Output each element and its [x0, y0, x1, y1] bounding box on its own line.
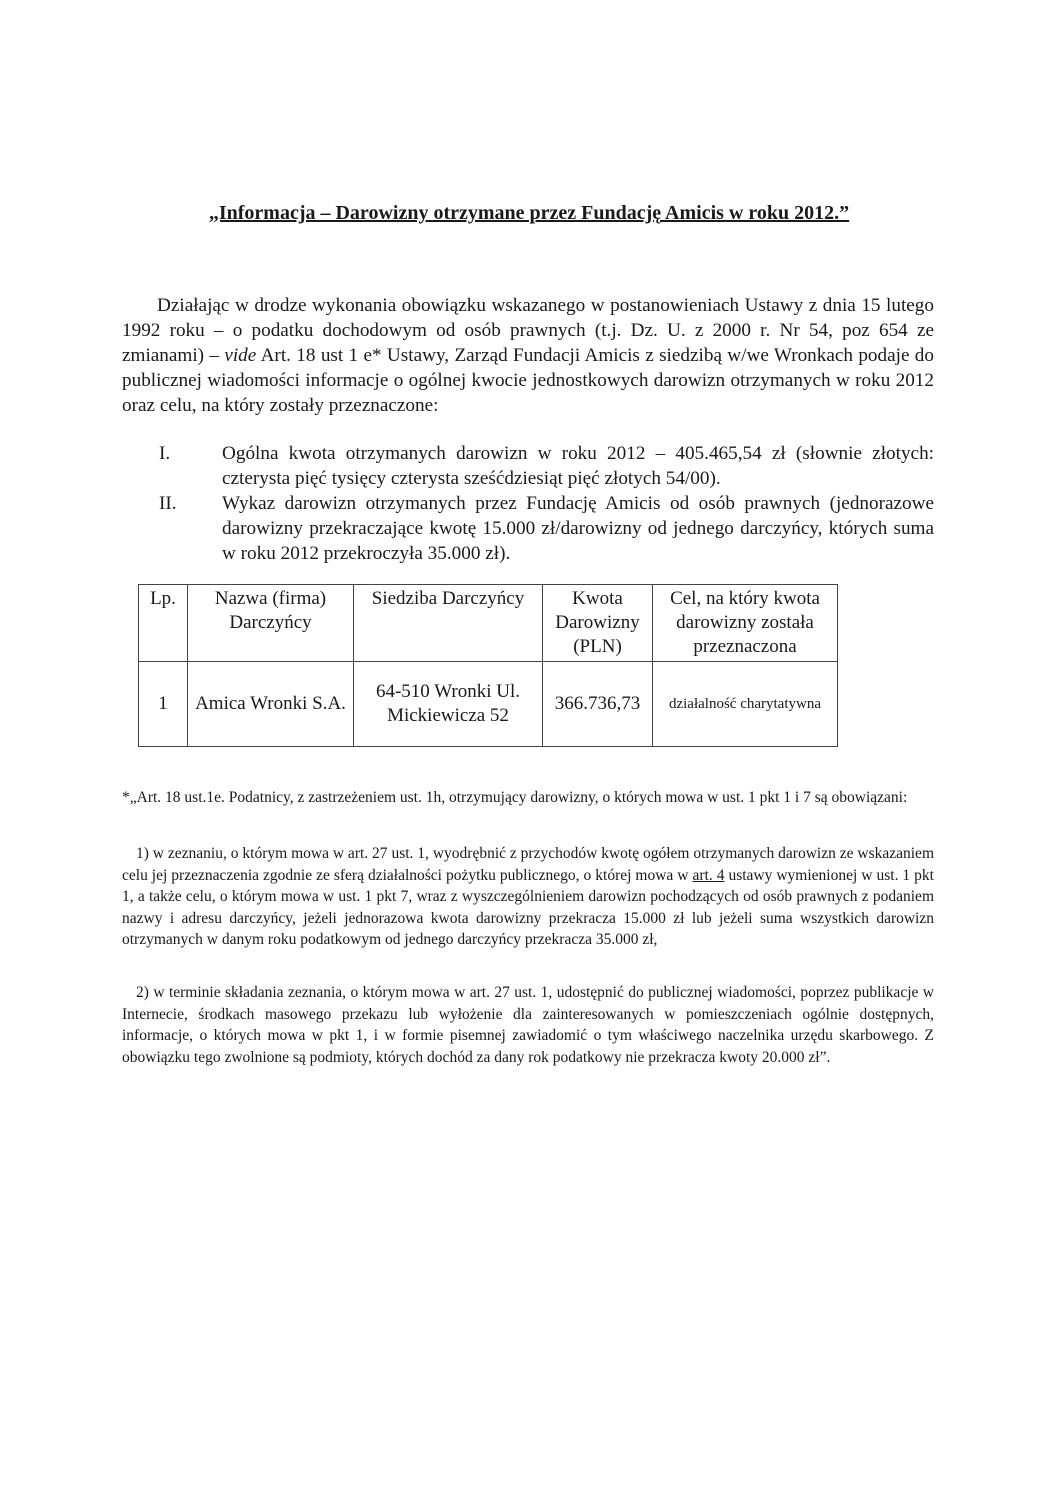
numbered-list: [122, 441, 934, 566]
intro-text-2: Art. 18 ust 1 e* Ustawy, Zarząd Fundacji Amicis z siedzibą w/we Wronkach podaje do publicznej wiadomości informacje o ogólnej kwocie jednostkowych darowizn otrzymanych w roku 2012 oraz celu, na który zostały przeznaczone:: [122, 345, 934, 416]
list-text: Wykaz darowizn otrzymanych przez Fundację Amicis od osób prawnych (jednorazowe darowizny przekraczające kwotę 15.000 zł/darowizny od jednego darczyńcy, których suma w roku 2012 przekroczyła 35.000 zł).: [222, 493, 934, 564]
art-4-link[interactable]: art. 4: [692, 866, 725, 884]
footnote-heading: *„Art. 18 ust.1e. Podatnicy, z zastrzeżeniem ust. 1h, otrzymujący darowizny, o których mowa w ust. 1 pkt 1 i 7 są obowiązani:: [122, 789, 908, 806]
cell-purpose: działalność charytatywna: [653, 662, 838, 747]
document-title: [0, 202, 1058, 225]
header-amount: Kwota Darowizny (PLN): [543, 585, 653, 662]
header-purpose: Cel, na który kwota darowizny została przeznaczona: [653, 585, 838, 662]
header-address: Siedziba Darczyńcy: [354, 585, 543, 662]
title-text: „Informacja – Darowizny otrzymane przez Fundację Amicis w roku 2012.”: [208, 202, 850, 224]
table-row: [139, 662, 838, 747]
list-text: Ogólna kwota otrzymanych darowizn w roku 2012 – 405.465,54 zł (słownie złotych: czterysta pięć tysięcy czterysta sześćdziesiąt pięć złotych 54/00).: [222, 443, 934, 489]
footnote-item-1-text-b: ustawy wymienionej w ust. 1 pkt 1, a także celu, o którym mowa w ust. 1 pkt 7, wraz z wyszczególnieniem darowizn pochodzących od osób prawnych z podaniem nazwy i adresu darczyńcy, jeżeli jednorazowa kwota darowizny przekracza 15.000 zł lub jeżeli suma wszystkich darowizn otrzymanych w danym roku podatkowym od jednego darczyńcy przekracza 35.000 zł,: [122, 866, 934, 948]
cell-name: Amica Wronki S.A.: [188, 662, 354, 747]
list-number: I.: [159, 443, 171, 464]
table-header-row: [139, 585, 838, 662]
footnote-item-1: [122, 843, 934, 951]
intro-italic: vide: [224, 345, 257, 366]
footnote-item-2: 2) w terminie składania zeznania, o którym mowa w art. 27 ust. 1, udostępnić do publicznej wiadomości, poprzez publikacje w Internecie, środkach masowego przekazu lub wyłożenie dla zainteresowanych w pomieszczeniach ogólnie dostępnych, informacje, o których mowa w pkt 1, i w formie pisemnej zawiadomić o tym właściwego naczelnika urzędu skarbowego. Z obowiązku tego zwolnione są podmioty, których dochód za dany rok podatkowy nie przekracza kwoty 20.000 zł”.: [122, 984, 934, 1066]
cell-amount: 366.736,73: [543, 662, 653, 747]
list-item: [122, 491, 934, 566]
intro-text-1: Działając w drodze wykonania obowiązku wskazanego w postanowieniach Ustawy z dnia 15 lutego 1992 roku – o podatku dochodowym od osób prawnych (t.j. Dz. U. z 2000 r. Nr 54, poz 654 ze zmianami) –: [122, 295, 934, 366]
header-lp: Lp.: [139, 585, 188, 662]
intro-paragraph: [122, 293, 934, 418]
list-item: [122, 441, 934, 491]
donations-table: [138, 584, 838, 747]
list-number: II.: [159, 493, 177, 514]
header-name: Nazwa (firma) Darczyńcy: [188, 585, 354, 662]
cell-lp: 1: [139, 662, 188, 747]
cell-address: 64-510 Wronki Ul. Mickiewicza 52: [354, 662, 543, 747]
footnote-item-1-text-a: 1) w zeznaniu, o którym mowa w art. 27 ust. 1, wyodrębnić z przychodów kwotę ogółem otrzymanych darowizn ze wskazaniem celu jej przeznaczenia zgodnie ze sferą działalności pożytku publicznego, o której mowa w: [122, 845, 934, 884]
